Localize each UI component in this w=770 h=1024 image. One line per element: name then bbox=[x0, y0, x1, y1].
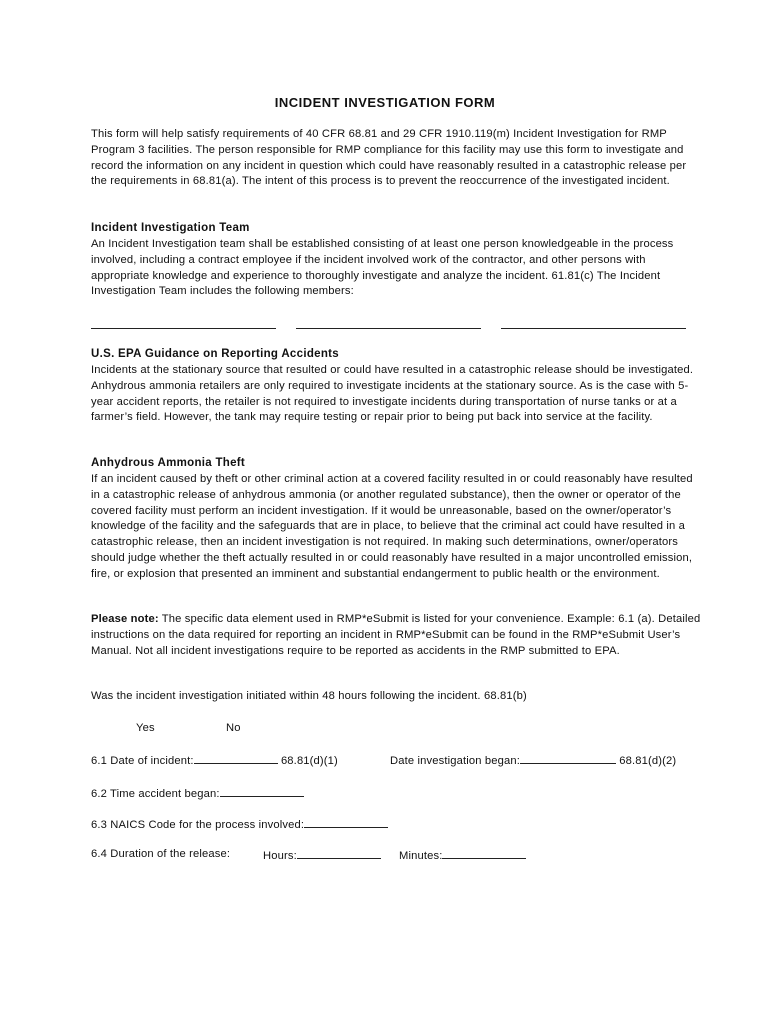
epa-paragraph: Incidents at the stationary source that resulted or could have resulted in a catastrophic release should be investigated. Anhydrous ammonia retailers are only required to investigate incidents at the stationary source. As is the case with 5-year accident reports, the retailer is not required to investigate incidents during transportation of nurse tanks or at a farmer’s field. However, the tank may require testing or repair prior to being put back into service at the facility. bbox=[91, 364, 694, 424]
team-heading: Incident Investigation Team bbox=[91, 222, 250, 234]
date-of-incident-ref: 68.81(d)(1) bbox=[280, 755, 338, 767]
minutes-label: Minutes: bbox=[399, 850, 443, 862]
intro-paragraph: This form will help satisfy requirements of 40 CFR 68.81 and 29 CFR 1910.119(m) Incident Investigation for RMP Program 3 facilities. The person responsible for RMP compliance for this facility may use this form to investigate and record the information on any incident in question which could have reasonably resulted in a catastrophic release per the requirements in 68.81(a). The intent of this process is to prevent the reoccurrence of the investigated incident. bbox=[91, 128, 687, 188]
duration-label: 6.4 Duration of the release: bbox=[91, 848, 231, 860]
naics-code-field[interactable] bbox=[304, 817, 388, 828]
yes-option[interactable]: Yes bbox=[136, 722, 155, 734]
team-members-row bbox=[91, 318, 691, 332]
date-investigation-label: Date investigation began: bbox=[390, 755, 521, 767]
duration-row bbox=[91, 848, 230, 860]
team-member-2-line[interactable] bbox=[296, 318, 481, 329]
time-accident-label: 6.2 Time accident began: bbox=[91, 788, 220, 800]
naics-code-label: 6.3 NAICS Code for the process involved: bbox=[91, 819, 305, 831]
time-accident-field[interactable] bbox=[220, 786, 304, 797]
date-of-incident-field[interactable] bbox=[194, 753, 278, 764]
form-title: INCIDENT INVESTIGATION FORM bbox=[274, 95, 496, 110]
theft-paragraph: If an incident caused by theft or other criminal action at a covered facility resulted in or could reasonably have resulted in a catastrophic release of anhydrous ammonia (or another regulated substance), then the owner or operator of the covered facility must perform an incident investigation. If it would be unreasonable, based on the owner/operator’s knowledge of the facility and the safeguards that are in place, to believe that the criminal act could have resulted in a catastrophic release, then an incident investigation is not required. In making such determinations, owner/operators should judge whether the theft actually resulted in or could reasonably have resulted in a major uncontrolled emission, fire, or explosion that presented an imminent and substantial endangerment to public health or the environment. bbox=[91, 473, 693, 580]
note-paragraph bbox=[91, 612, 701, 659]
minutes-field[interactable] bbox=[442, 848, 526, 859]
theft-heading: Anhydrous Ammonia Theft bbox=[91, 457, 246, 469]
epa-heading: U.S. EPA Guidance on Reporting Accidents bbox=[91, 348, 339, 360]
minutes-row bbox=[399, 848, 526, 862]
note-label: Please note: bbox=[91, 613, 159, 625]
team-paragraph: An Incident Investigation team shall be established consisting of at least one person knowledgeable in the process involved, including a contract employee if the incident involved work of the contractor, and other persons with appropriate knowledge and experience to thoroughly investigate and analyze the incident. 61.81(c) The Incident Investigation Team includes the following members: bbox=[91, 238, 674, 298]
hours-field[interactable] bbox=[297, 848, 381, 859]
time-accident-row bbox=[91, 786, 304, 800]
hours-label: Hours: bbox=[263, 850, 297, 862]
team-member-1-line[interactable] bbox=[91, 318, 276, 329]
hours-row bbox=[263, 848, 381, 862]
date-investigation-ref: 68.81(d)(2) bbox=[619, 755, 677, 767]
team-member-3-line[interactable] bbox=[501, 318, 686, 329]
note-body: The specific data element used in RMP*eSubmit is listed for your convenience. Example: 6.1 (a). Detailed instructions on the data required for reporting an incident in RMP*eSubmit can be found in the RMP*eSubmit User’s Manual. Not all incident investigations require to be reported as accidents in the RMP submitted to EPA. bbox=[91, 613, 701, 657]
date-investigation-row bbox=[390, 753, 676, 767]
date-investigation-field[interactable] bbox=[520, 753, 616, 764]
no-option[interactable]: No bbox=[226, 722, 241, 734]
question-48-hours: Was the incident investigation initiated within 48 hours following the incident. 68.81(b) bbox=[91, 690, 527, 702]
date-of-incident-row bbox=[91, 753, 338, 767]
naics-code-row bbox=[91, 817, 388, 831]
date-of-incident-label: 6.1 Date of incident: bbox=[91, 755, 194, 767]
